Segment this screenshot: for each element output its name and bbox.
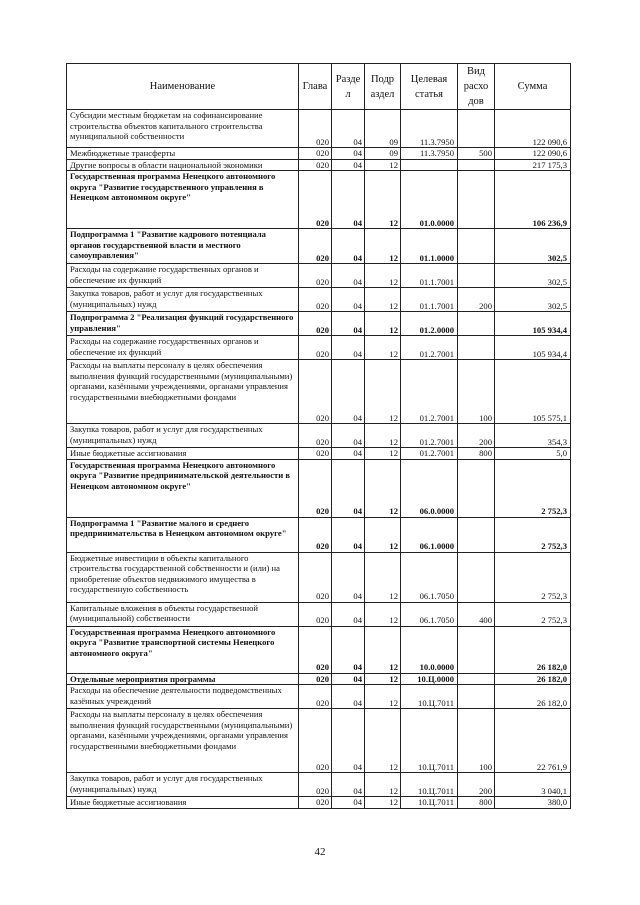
header-section: Разде л (332, 64, 365, 110)
row-target: 01.1.0000 (401, 229, 458, 264)
row-section: 04 (332, 110, 365, 148)
row-target: 10.0.0000 (401, 626, 458, 673)
row-chapter: 020 (299, 797, 332, 809)
row-subsection: 12 (365, 288, 401, 312)
header-amount: Сумма (495, 64, 571, 110)
row-amount: 5,0 (495, 448, 571, 460)
row-expense-type: 100 (458, 709, 495, 773)
row-name: Подпрограмма 2 "Реализация функций государственного управления" (67, 312, 299, 336)
row-expense-type (458, 171, 495, 229)
row-target: 01.2.7001 (401, 360, 458, 424)
header-target: Целевая статья (401, 64, 458, 110)
row-name: Расходы на выплаты персоналу в целях обеспечения выполнения функций государственными (муниципальными) органами, казёнными учреждениями, органами управления государственными внебюджетными фондами (67, 360, 299, 424)
row-target: 01.1.7001 (401, 288, 458, 312)
row-name: Иные бюджетные ассигнования (67, 448, 299, 460)
row-section: 04 (332, 264, 365, 288)
row-section: 04 (332, 360, 365, 424)
row-name: Расходы на содержание государственных органов и обеспечение их функций (67, 336, 299, 360)
row-section: 04 (332, 336, 365, 360)
row-amount: 106 236,9 (495, 171, 571, 229)
row-chapter: 020 (299, 171, 332, 229)
row-name: Государственная программа Ненецкого автономного округа "Развитие транспортной системы Ненецкого автономного округа" (67, 626, 299, 673)
row-chapter: 020 (299, 448, 332, 460)
row-subsection: 12 (365, 709, 401, 773)
row-name: Государственная программа Ненецкого автономного округа "Развитие государственного управления в Ненецком автономном округе" (67, 171, 299, 229)
row-expense-type: 100 (458, 360, 495, 424)
row-name: Бюджетные инвестиции в объекты капитального строительства государственной собственности и (или) на приобретение объектов недвижимого имущества в государственную собственность (67, 552, 299, 602)
row-name: Отдельные мероприятия программы (67, 673, 299, 685)
row-amount: 105 575,1 (495, 360, 571, 424)
row-section: 04 (332, 448, 365, 460)
row-section: 04 (332, 459, 365, 517)
row-amount: 354,3 (495, 424, 571, 448)
row-chapter: 020 (299, 709, 332, 773)
row-amount: 122 090,6 (495, 148, 571, 160)
table-body (67, 110, 571, 809)
row-chapter: 020 (299, 159, 332, 171)
row-name: Закупка товаров, работ и услуг для государственных (муниципальных) нужд (67, 288, 299, 312)
row-subsection: 09 (365, 148, 401, 160)
table-row (67, 685, 571, 709)
row-expense-type (458, 336, 495, 360)
row-chapter: 020 (299, 459, 332, 517)
row-subsection: 12 (365, 602, 401, 626)
row-name: Расходы на выплаты персоналу в целях обеспечения выполнения функций государственными (муниципальными) органами, казёнными учреждениями, органами управления государственными внебюджетными фондами (67, 709, 299, 773)
row-section: 04 (332, 229, 365, 264)
row-amount: 122 090,6 (495, 110, 571, 148)
row-section: 04 (332, 602, 365, 626)
row-target: 06.1.7050 (401, 602, 458, 626)
row-chapter: 020 (299, 229, 332, 264)
table-row (67, 264, 571, 288)
row-expense-type: 200 (458, 288, 495, 312)
row-subsection: 12 (365, 424, 401, 448)
row-amount: 217 175,3 (495, 159, 571, 171)
row-chapter: 020 (299, 424, 332, 448)
row-expense-type: 200 (458, 773, 495, 797)
row-section: 04 (332, 673, 365, 685)
row-expense-type (458, 517, 495, 552)
row-chapter: 020 (299, 552, 332, 602)
row-name: Подпрограмма 1 "Развитие кадрового потенциала органов государственной власти и местного самоуправления" (67, 229, 299, 264)
row-expense-type (458, 459, 495, 517)
row-chapter: 020 (299, 312, 332, 336)
row-chapter: 020 (299, 673, 332, 685)
row-amount: 105 934,4 (495, 336, 571, 360)
row-target: 10.Ц.7011 (401, 773, 458, 797)
table-row (67, 448, 571, 460)
table-row (67, 552, 571, 602)
row-name: Государственная программа Ненецкого автономного округа "Развитие предпринимательской деятельности в Ненецком автономном округе" (67, 459, 299, 517)
row-amount: 2 752,3 (495, 517, 571, 552)
row-chapter: 020 (299, 602, 332, 626)
row-expense-type (458, 264, 495, 288)
header-expense-type: Вид расхо дов (458, 64, 495, 110)
row-name: Расходы на обеспечение деятельности подведомственных казённых учреждений (67, 685, 299, 709)
row-name: Другие вопросы в области национальной экономики (67, 159, 299, 171)
row-subsection: 12 (365, 685, 401, 709)
table-row (67, 602, 571, 626)
row-subsection: 12 (365, 448, 401, 460)
row-amount: 380,0 (495, 797, 571, 809)
row-name: Капитальные вложения в объекты государственной (муниципальной) собственности (67, 602, 299, 626)
table-row (67, 517, 571, 552)
row-name: Межбюджетные трансферты (67, 148, 299, 160)
row-subsection: 12 (365, 797, 401, 809)
row-section: 04 (332, 148, 365, 160)
row-subsection: 12 (365, 159, 401, 171)
row-subsection: 09 (365, 110, 401, 148)
row-section: 04 (332, 171, 365, 229)
row-amount: 26 182,0 (495, 673, 571, 685)
row-chapter: 020 (299, 517, 332, 552)
row-name: Иные бюджетные ассигнования (67, 797, 299, 809)
table-row (67, 360, 571, 424)
table-row (67, 709, 571, 773)
row-expense-type (458, 229, 495, 264)
row-amount: 2 752,3 (495, 602, 571, 626)
row-section: 04 (332, 709, 365, 773)
header-name: Наименование (67, 64, 299, 110)
row-expense-type (458, 552, 495, 602)
row-amount: 2 752,3 (495, 459, 571, 517)
row-target: 01.0.0000 (401, 171, 458, 229)
row-chapter: 020 (299, 336, 332, 360)
table-row (67, 773, 571, 797)
row-subsection: 12 (365, 517, 401, 552)
row-amount: 3 040,1 (495, 773, 571, 797)
row-target: 01.2.7001 (401, 448, 458, 460)
row-target: 10.Ц.0000 (401, 673, 458, 685)
row-section: 04 (332, 288, 365, 312)
page-number: 42 (314, 846, 326, 858)
row-amount: 26 182,0 (495, 626, 571, 673)
row-expense-type: 800 (458, 797, 495, 809)
row-section: 04 (332, 424, 365, 448)
row-subsection: 12 (365, 552, 401, 602)
row-target: 11.3.7950 (401, 148, 458, 160)
row-expense-type: 400 (458, 602, 495, 626)
row-name: Закупка товаров, работ и услуг для государственных (муниципальных) нужд (67, 773, 299, 797)
row-subsection: 12 (365, 336, 401, 360)
row-expense-type: 800 (458, 448, 495, 460)
table-row (67, 229, 571, 264)
row-subsection: 12 (365, 360, 401, 424)
row-chapter: 020 (299, 685, 332, 709)
row-target (401, 159, 458, 171)
row-section: 04 (332, 797, 365, 809)
row-chapter: 020 (299, 110, 332, 148)
row-section: 04 (332, 626, 365, 673)
row-subsection: 12 (365, 773, 401, 797)
row-section: 04 (332, 685, 365, 709)
row-target: 10.Ц.7011 (401, 797, 458, 809)
table-row (67, 148, 571, 160)
row-expense-type (458, 159, 495, 171)
budget-table (66, 63, 571, 809)
table-row (67, 626, 571, 673)
row-expense-type: 500 (458, 148, 495, 160)
row-target: 11.3.7950 (401, 110, 458, 148)
row-target: 01.2.0000 (401, 312, 458, 336)
row-expense-type (458, 312, 495, 336)
table-row (67, 673, 571, 685)
row-name: Расходы на содержание государственных органов и обеспечение их функций (67, 264, 299, 288)
row-amount: 302,5 (495, 288, 571, 312)
row-target: 10.Ц.7011 (401, 685, 458, 709)
row-target: 10.Ц.7011 (401, 709, 458, 773)
header-subsection: Подр аздел (365, 64, 401, 110)
table-row (67, 288, 571, 312)
row-section: 04 (332, 312, 365, 336)
table-header-row (67, 64, 571, 110)
row-subsection: 12 (365, 673, 401, 685)
row-chapter: 020 (299, 360, 332, 424)
row-amount: 22 761,9 (495, 709, 571, 773)
row-subsection: 12 (365, 171, 401, 229)
row-amount: 302,5 (495, 229, 571, 264)
row-expense-type (458, 685, 495, 709)
row-name: Субсидии местным бюджетам на софинансирование строительства объектов капитального строительства муниципальной собственности (67, 110, 299, 148)
row-chapter: 020 (299, 773, 332, 797)
table-row (67, 110, 571, 148)
row-subsection: 12 (365, 229, 401, 264)
table-row (67, 312, 571, 336)
row-target: 06.0.0000 (401, 459, 458, 517)
row-amount: 302,5 (495, 264, 571, 288)
row-chapter: 020 (299, 288, 332, 312)
row-amount: 105 934,4 (495, 312, 571, 336)
row-expense-type: 200 (458, 424, 495, 448)
table-row (67, 797, 571, 809)
row-chapter: 020 (299, 626, 332, 673)
row-section: 04 (332, 517, 365, 552)
header-chapter: Глава (299, 64, 332, 110)
row-subsection: 12 (365, 459, 401, 517)
row-subsection: 12 (365, 312, 401, 336)
table-row (67, 171, 571, 229)
row-name: Подпрограмма 1 "Развитие малого и среднего предпринимательства в Ненецком автономном округе" (67, 517, 299, 552)
row-subsection: 12 (365, 264, 401, 288)
row-amount: 26 182,0 (495, 685, 571, 709)
row-name: Закупка товаров, работ и услуг для государственных (муниципальных) нужд (67, 424, 299, 448)
row-chapter: 020 (299, 148, 332, 160)
row-chapter: 020 (299, 264, 332, 288)
row-target: 06.1.7050 (401, 552, 458, 602)
row-expense-type (458, 673, 495, 685)
row-target: 01.1.7001 (401, 264, 458, 288)
table-row (67, 159, 571, 171)
row-section: 04 (332, 773, 365, 797)
row-target: 01.2.7001 (401, 424, 458, 448)
row-subsection: 12 (365, 626, 401, 673)
row-amount: 2 752,3 (495, 552, 571, 602)
row-section: 04 (332, 552, 365, 602)
row-expense-type (458, 626, 495, 673)
row-section: 04 (332, 159, 365, 171)
table-row (67, 424, 571, 448)
row-target: 06.1.0000 (401, 517, 458, 552)
table-row (67, 336, 571, 360)
table-row (67, 459, 571, 517)
row-expense-type (458, 110, 495, 148)
row-target: 01.2.7001 (401, 336, 458, 360)
